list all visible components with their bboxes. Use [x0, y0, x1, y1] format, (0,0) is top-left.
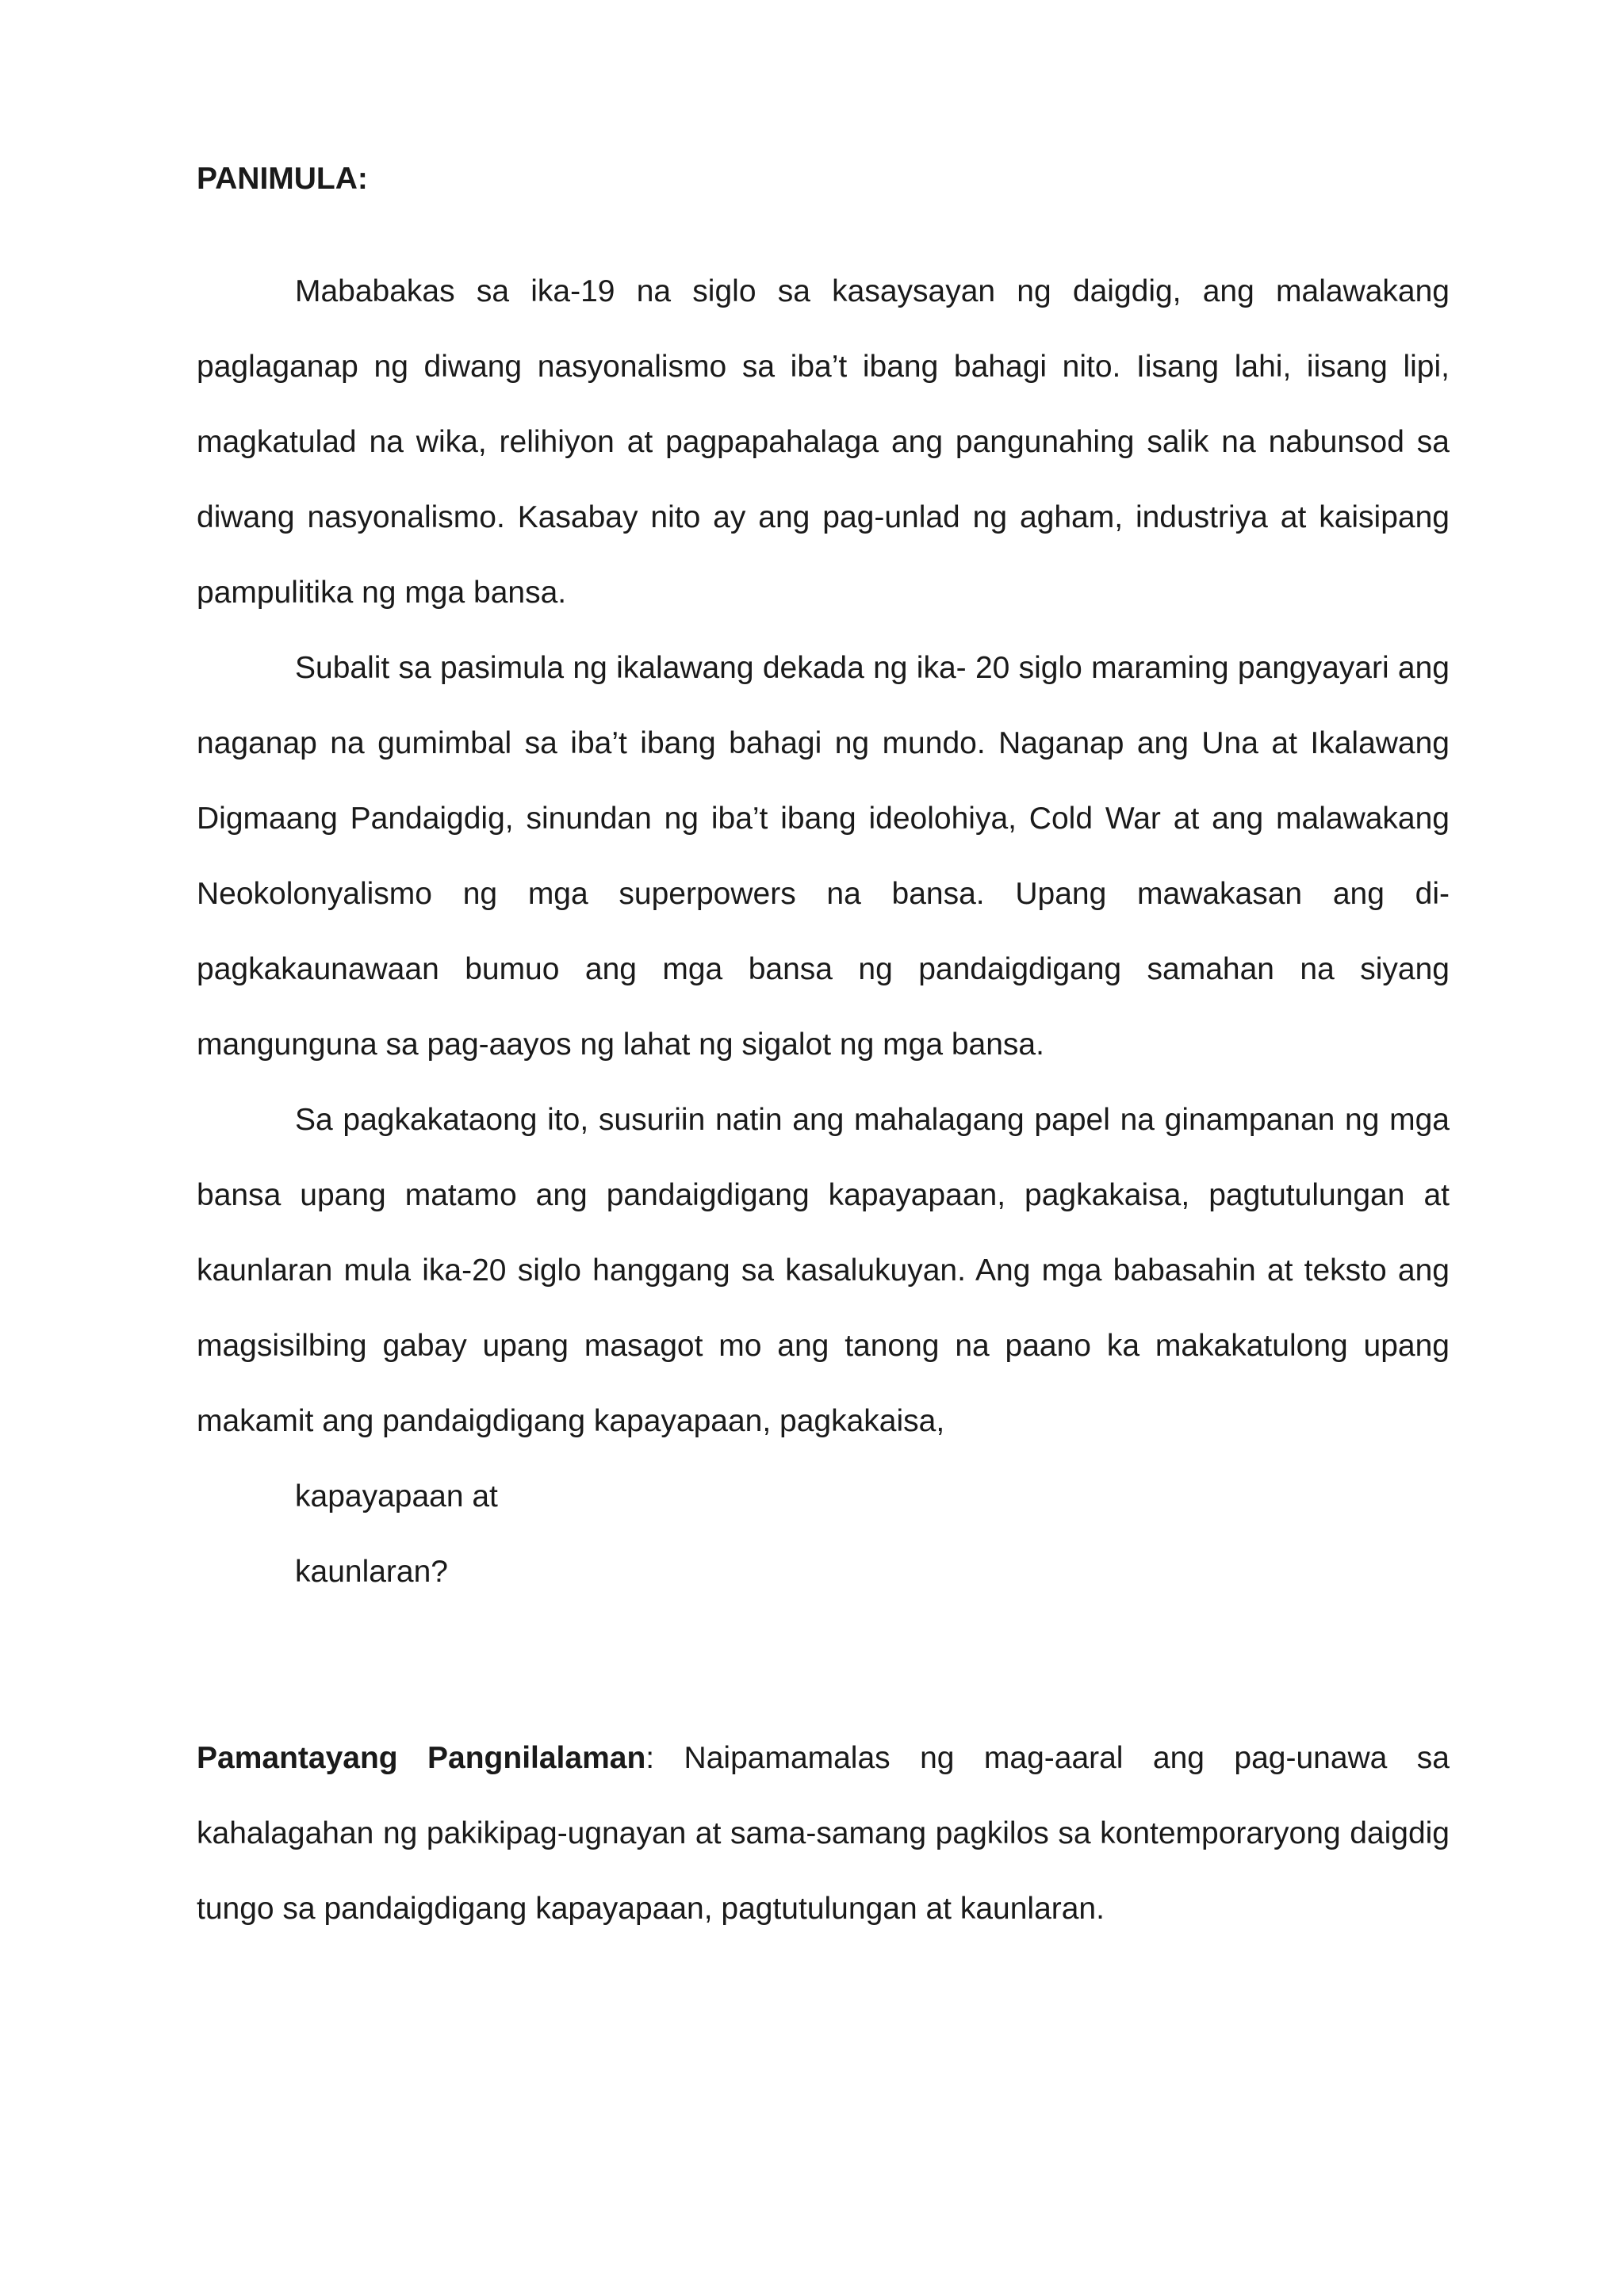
standard-section — [197, 1720, 1450, 1946]
content-standard-text: Naipamamalas ng mag-aaral ang pag-unawa sa kahalagahan ng pakikipag-ugnayan at sama-samang pagkilos sa kontemporaryong daigdig tungo sa pandaigdigang kapayapaan, pagtutulungan at kaunlaran. — [197, 1741, 1450, 1926]
paragraph-3-body: Sa pagkakataong ito, susuriin natin ang mahalagang papel na ginampanan ng mga bansa upang matamo ang pandaigdigang kapayapaan, pagkakaisa, pagtutulungan at kaunlaran mula ika-20 siglo hanggang sa kasalukuyan. Ang mga babasahin at teksto ang magsisilbing gabay upang masagot mo ang tanong na paano ka makakatulong upang makamit ang pandaigdigang kapayapaan, pagkakaisa, — [197, 1103, 1450, 1438]
paragraph-3-tail-line-1: kapayapaan at — [295, 1479, 498, 1513]
content-standard-label: Pamantayang Pangnilalaman — [197, 1741, 646, 1775]
paragraph-3-tail-line-2: kaunlaran? — [295, 1555, 448, 1589]
paragraph-3 — [197, 1082, 1450, 1609]
paragraph-2: Subalit sa pasimula ng ikalawang dekada ng ika- 20 siglo maraming pangyayari ang naganap na gumimbal sa iba’t ibang bahagi ng mundo. Naganap ang Una at Ikalawang Digmaang Pandaigdig, sinundan ng iba’t ibang ideolohiya, Cold War at ang malawakang Neokolonyalismo ng mga superpowers na bansa. Upang mawakasan ang di- pagkakaunawaan bumuo ang mga bansa ng pandaigdigang samahan na siyang mangunguna sa pag-aayos ng lahat ng sigalot ng mga bansa. — [197, 651, 1450, 1062]
paragraph-1: Mababakas sa ika-19 na siglo sa kasaysayan ng daigdig, ang malawakang paglaganap ng diwang nasyonalismo sa iba’t ibang bahagi nito. Iisang lahi, iisang lipi, magkatulad na wika, relihiyon at pagpapahalaga ang pangunahing salik na nabunsod sa diwang nasyonalismo. Kasabay nito ay ang pag-unlad ng agham, industriya at kaisipang pampulitika ng mga bansa. — [197, 274, 1450, 610]
section-heading: PANIMULA: — [197, 162, 368, 196]
content-standard-paragraph — [197, 1720, 1450, 1946]
content-standard-separator: : — [645, 1741, 655, 1775]
intro-section — [197, 254, 1450, 1609]
